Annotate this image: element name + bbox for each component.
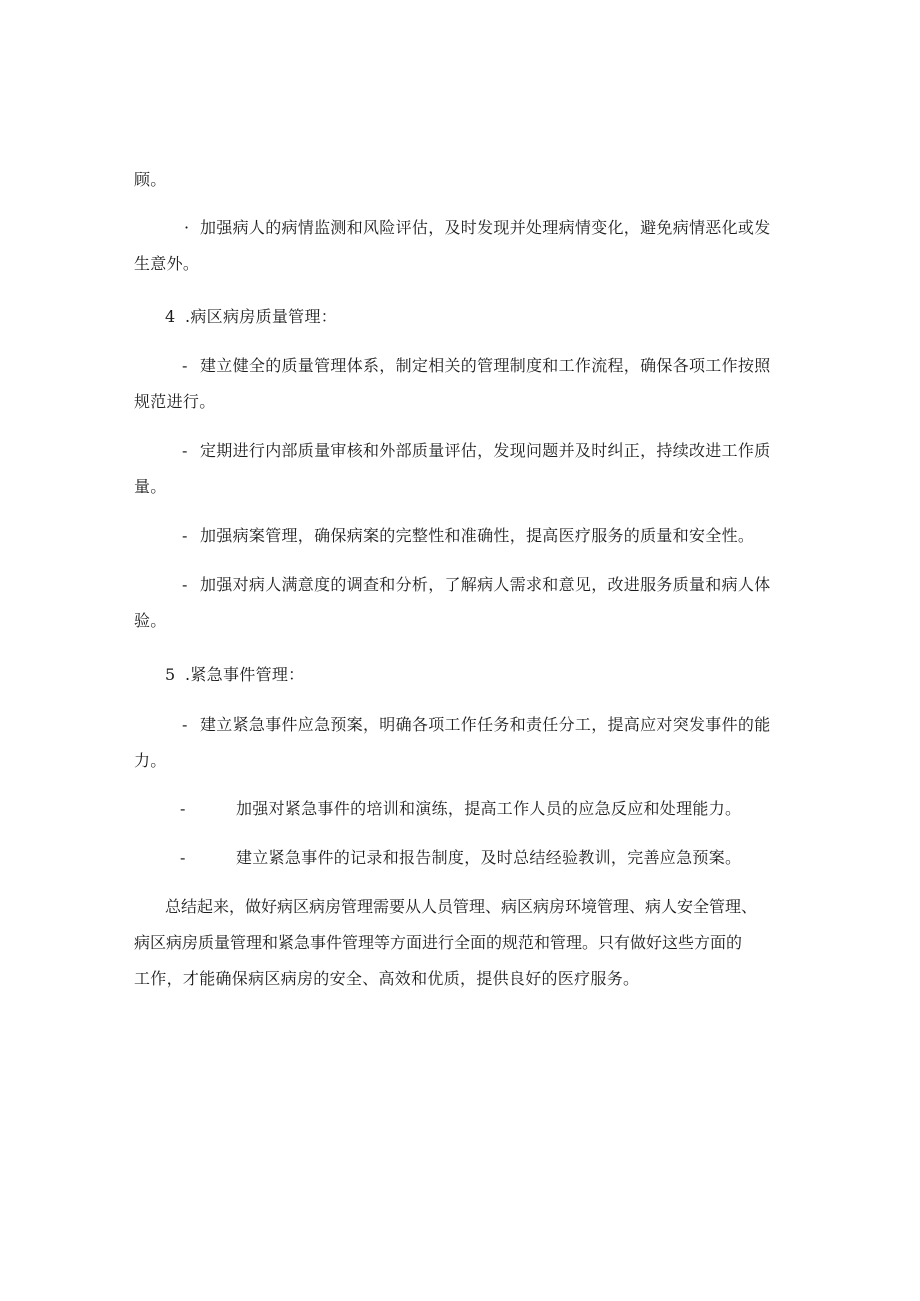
section5-item1-line2: 力。 (134, 751, 167, 770)
continuation-text: 顾。 (134, 170, 167, 189)
bullet-marker: · (184, 218, 190, 237)
section4-item3-line1: 加强病案管理，确保病案的完整性和准确性，提高医疗服务的质量和安全性。 (200, 526, 755, 545)
section4-item2-line1: 定期进行内部质量审核和外部质量评估，发现问题并及时纠正，持续改进工作质 (200, 441, 771, 460)
section5-item2-line1: 加强对紧急事件的培训和演练，提高工作人员的应急反应和处理能力。 (236, 799, 742, 818)
bullet-line-1: 加强病人的病情监测和风险评估，及时发现并处理病情变化，避免病情恶化或发 (200, 218, 771, 237)
section4-item1-marker: - (182, 356, 188, 375)
section4-item3-marker: - (182, 526, 188, 545)
section5-item1-line1: 建立紧急事件应急预案，明确各项工作任务和责任分工，提高应对突发事件的能 (200, 715, 771, 734)
summary-line-1: 总结起来，做好病区病房管理需要从人员管理、病区病房环境管理、病人安全管理、 (165, 897, 758, 916)
bullet-line-2: 生意外。 (134, 254, 200, 273)
section4-item1-line2: 规范进行。 (134, 392, 216, 411)
section4-item4-marker: - (182, 575, 188, 594)
section4-item4-line2: 验。 (134, 611, 167, 630)
section4-item4-line1: 加强对病人满意度的调查和分析，了解病人需求和意见，改进服务质量和病人体 (200, 575, 771, 594)
section4-heading: .病区病房质量管理： (185, 307, 338, 326)
section5-item1-marker: - (182, 715, 188, 734)
section4-item1-line1: 建立健全的质量管理体系，制定相关的管理制度和工作流程，确保各项工作按照 (200, 356, 771, 375)
section5-number: 5 (165, 665, 176, 684)
section5-item3-line1: 建立紧急事件的记录和报告制度，及时总结经验教训，完善应急预案。 (236, 848, 742, 867)
summary-line-2: 病区病房质量管理和紧急事件管理等方面进行全面的规范和管理。只有做好这些方面的 (134, 933, 743, 952)
section5-heading: .紧急事件管理： (185, 665, 305, 684)
section4-item2-marker: - (182, 441, 188, 460)
summary-line-3: 工作，才能确保病区病房的安全、高效和优质，提供良好的医疗服务。 (134, 969, 640, 988)
section5-item3-marker: - (180, 848, 186, 867)
section4-item2-line2: 量。 (134, 477, 167, 496)
section5-item2-marker: - (180, 799, 186, 818)
section4-number: 4 (165, 307, 176, 326)
